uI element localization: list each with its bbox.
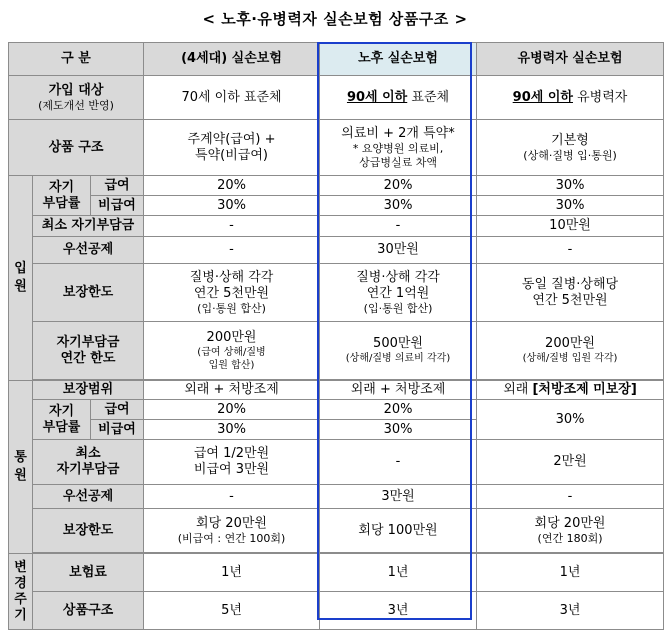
table-row xyxy=(9,509,664,553)
noncovered-label: 비급여 xyxy=(91,196,144,216)
deduction-label: 우선공제 xyxy=(33,237,144,264)
min-copay-label: 최소 자기부담금 xyxy=(33,440,144,485)
cell: 1년 xyxy=(320,554,477,592)
cell: 10만원 xyxy=(477,216,664,237)
cell: 200만원 (상해/질병 입원 각각) xyxy=(477,322,664,380)
cell: 외래 + 처방조제 xyxy=(144,381,320,400)
structure-cycle-label: 상품구조 xyxy=(33,592,144,630)
cell: 30% xyxy=(477,196,664,216)
row-label-join: 가입 대상 (제도개선 반영) xyxy=(9,76,144,120)
cell: 기본형 (상해·질병 입·통원) xyxy=(477,120,664,176)
cell: 20% xyxy=(320,176,477,196)
table-row xyxy=(9,381,664,400)
cell: 동일 질병·상해당 연간 5천만원 xyxy=(477,264,664,322)
table-row xyxy=(9,237,664,264)
cell: 의료비 + 2개 특약* * 요양병원 의료비, 상급병실료 차액 xyxy=(320,120,477,176)
table-row xyxy=(9,592,664,630)
table-row xyxy=(9,400,664,420)
cell: 외래 [처방조제 미보장] xyxy=(477,381,664,400)
cell: 20% xyxy=(144,400,320,420)
cell: - xyxy=(144,237,320,264)
table-row xyxy=(9,196,664,216)
table-row xyxy=(9,554,664,592)
table-header-row xyxy=(9,43,664,76)
premium-label: 보험료 xyxy=(33,554,144,592)
cell: 30% xyxy=(320,196,477,216)
cell: - xyxy=(320,216,477,237)
page-title: < 노후·유병력자 실손보험 상품구조 > xyxy=(202,10,468,28)
table-row xyxy=(9,485,664,509)
annual-copay-cap-label: 자기부담금 연간 한도 xyxy=(33,322,144,380)
cell: 30만원 xyxy=(320,237,477,264)
cell: 회당 20만원 (연간 180회) xyxy=(477,509,664,553)
copay-rate-label: 자기 부담률 xyxy=(33,400,91,440)
cell: 회당 20만원 (비급여 : 연간 100회) xyxy=(144,509,320,553)
table-row xyxy=(9,120,664,176)
table-row xyxy=(9,176,664,196)
cell: 3년 xyxy=(477,592,664,630)
coverage-scope-label: 보장범위 xyxy=(33,381,144,400)
covered-label: 급여 xyxy=(91,400,144,420)
section-inpatient: 입원 xyxy=(9,176,33,381)
cell: 외래 + 처방조제 xyxy=(320,381,477,400)
copay-rate-label: 자기 부담률 xyxy=(33,176,91,216)
min-copay-label: 최소 자기부담금 xyxy=(33,216,144,237)
cell: 1년 xyxy=(477,554,664,592)
cell: 급여 1/2만원 비급여 3만원 xyxy=(144,440,320,485)
coverage-limit-label: 보장한도 xyxy=(33,509,144,553)
cell: 2만원 xyxy=(477,440,664,485)
cell: - xyxy=(477,237,664,264)
cell: 5년 xyxy=(144,592,320,630)
header-4th-gen: (4세대) 실손보험 xyxy=(144,43,320,76)
header-senior: 노후 실손보험 xyxy=(320,43,477,76)
cell: 30% xyxy=(320,420,477,440)
cell: 70세 이하 표준체 xyxy=(144,76,320,120)
cell: - xyxy=(144,216,320,237)
cell: 질병·상해 각각 연간 1억원 (입·통원 합산) xyxy=(320,264,477,322)
cell: - xyxy=(144,485,320,509)
table-row xyxy=(9,264,664,322)
cell: 90세 이하 유병력자 xyxy=(477,76,664,120)
coverage-limit-label: 보장한도 xyxy=(33,264,144,322)
cell: - xyxy=(477,485,664,509)
table-row xyxy=(9,322,664,380)
cell: 질병·상해 각각 연간 5천만원 (입·통원 합산) xyxy=(144,264,320,322)
section-outpatient: 통원 xyxy=(9,381,33,554)
cell: 3년 xyxy=(320,592,477,630)
cell: - xyxy=(320,440,477,485)
product-structure-table xyxy=(8,42,664,630)
cell: 30% xyxy=(477,176,664,196)
deduction-label: 우선공제 xyxy=(33,485,144,509)
cell: 30% xyxy=(144,420,320,440)
cell: 30% xyxy=(477,400,664,440)
cell: 1년 xyxy=(144,554,320,592)
table-row xyxy=(9,440,664,485)
table-row xyxy=(9,216,664,237)
row-label-structure: 상품 구조 xyxy=(9,120,144,176)
table-row xyxy=(9,76,664,120)
cell: 3만원 xyxy=(320,485,477,509)
cell: 500만원 (상해/질병 의료비 각각) xyxy=(320,322,477,380)
cell: 20% xyxy=(320,400,477,420)
noncovered-label: 비급여 xyxy=(91,420,144,440)
cell: 주계약(급여) + 특약(비급여) xyxy=(144,120,320,176)
header-category: 구 분 xyxy=(9,43,144,76)
cell: 30% xyxy=(144,196,320,216)
cell: 200만원 (급여 상해/질병 입원 합산) xyxy=(144,322,320,380)
cell: 20% xyxy=(144,176,320,196)
cell: 90세 이하 표준체 xyxy=(320,76,477,120)
covered-label: 급여 xyxy=(91,176,144,196)
section-change-cycle: 변경주기 xyxy=(9,554,33,630)
cell: 회당 100만원 xyxy=(320,509,477,553)
header-preexisting: 유병력자 실손보험 xyxy=(477,43,664,76)
